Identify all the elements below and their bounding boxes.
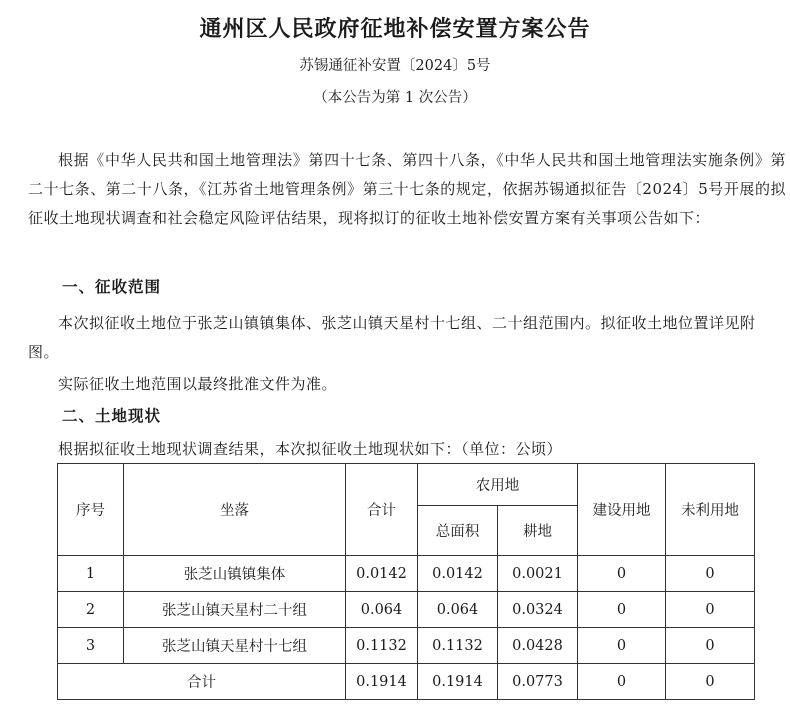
section2-paragraph1: 根据拟征收土地现状调查结果，本次拟征收土地现状如下：（单位：公顷）: [58, 440, 563, 458]
cell-construction: 0: [578, 664, 666, 700]
cell-location: 张芝山镇镇集体: [124, 556, 346, 592]
cell-agri-total: 0.064: [418, 592, 498, 628]
cell-total: 0.0142: [346, 556, 418, 592]
header-unused: 未利用地: [666, 464, 755, 556]
cell-seq: 2: [58, 592, 124, 628]
cell-agri-total: 0.1914: [418, 664, 498, 700]
header-construction: 建设用地: [578, 464, 666, 556]
cell-unused: 0: [666, 592, 755, 628]
document-number: 苏锡通征补安置〔2024〕5号: [299, 58, 491, 74]
cell-unused: 0: [666, 628, 755, 664]
cell-agri-total: 0.0142: [418, 556, 498, 592]
section2-heading: 二、土地现状: [62, 406, 162, 425]
cell-total: 0.1132: [346, 628, 418, 664]
cell-total: 0.064: [346, 592, 418, 628]
cell-location: 张芝山镇天星村二十组: [124, 592, 346, 628]
section1-paragraph1: 本次拟征收土地位于张芝山镇镇集体、张芝山镇天星村十七组、二十组范围内。拟征收土地位置详见附图。: [28, 314, 756, 361]
cell-construction: 0: [578, 556, 666, 592]
section1-paragraph2: 实际征收土地范围以最终批准文件为准。: [58, 375, 338, 393]
notice-count: （本公告为第 1 次公告）: [313, 90, 477, 106]
cell-agri-total: 0.1132: [418, 628, 498, 664]
cell-location: 张芝山镇天星村十七组: [124, 628, 346, 664]
cell-seq: 1: [58, 556, 124, 592]
land-status-table: [57, 463, 755, 700]
cell-construction: 0: [578, 628, 666, 664]
header-cultivated: 耕地: [498, 506, 578, 556]
header-seq: 序号: [58, 464, 124, 556]
cell-cultivated: 0.0324: [498, 592, 578, 628]
cell-cultivated: 0.0021: [498, 556, 578, 592]
table-row: [58, 592, 755, 628]
cell-unused: 0: [666, 556, 755, 592]
section1-heading: 一、征收范围: [62, 277, 162, 296]
cell-cultivated: 0.0428: [498, 628, 578, 664]
cell-summary-label: 合计: [58, 664, 346, 700]
cell-seq: 3: [58, 628, 124, 664]
cell-total: 0.1914: [346, 664, 418, 700]
header-agri-total: 总面积: [418, 506, 498, 556]
table-summary-row: [58, 664, 755, 700]
cell-unused: 0: [666, 664, 755, 700]
document-title: 通州区人民政府征地补偿安置方案公告: [199, 16, 591, 42]
table-row: [58, 628, 755, 664]
header-total: 合计: [346, 464, 418, 556]
header-agricultural: 农用地: [418, 464, 578, 506]
header-location: 坐落: [124, 464, 346, 556]
table-row: [58, 556, 755, 592]
cell-construction: 0: [578, 592, 666, 628]
intro-paragraph: 根据《中华人民共和国土地管理法》第四十七条、第四十八条，《中华人民共和国土地管理法实施条例》第二十七条、第二十八条，《江苏省土地管理条例》第三十七条的规定，依据苏锡通拟征告〔2024〕5号开展的拟征收土地现状调查和社会稳定风险评估结果，现将拟订的征收土地补偿安置方案有关事项公告如下：: [28, 151, 786, 227]
cell-cultivated: 0.0773: [498, 664, 578, 700]
